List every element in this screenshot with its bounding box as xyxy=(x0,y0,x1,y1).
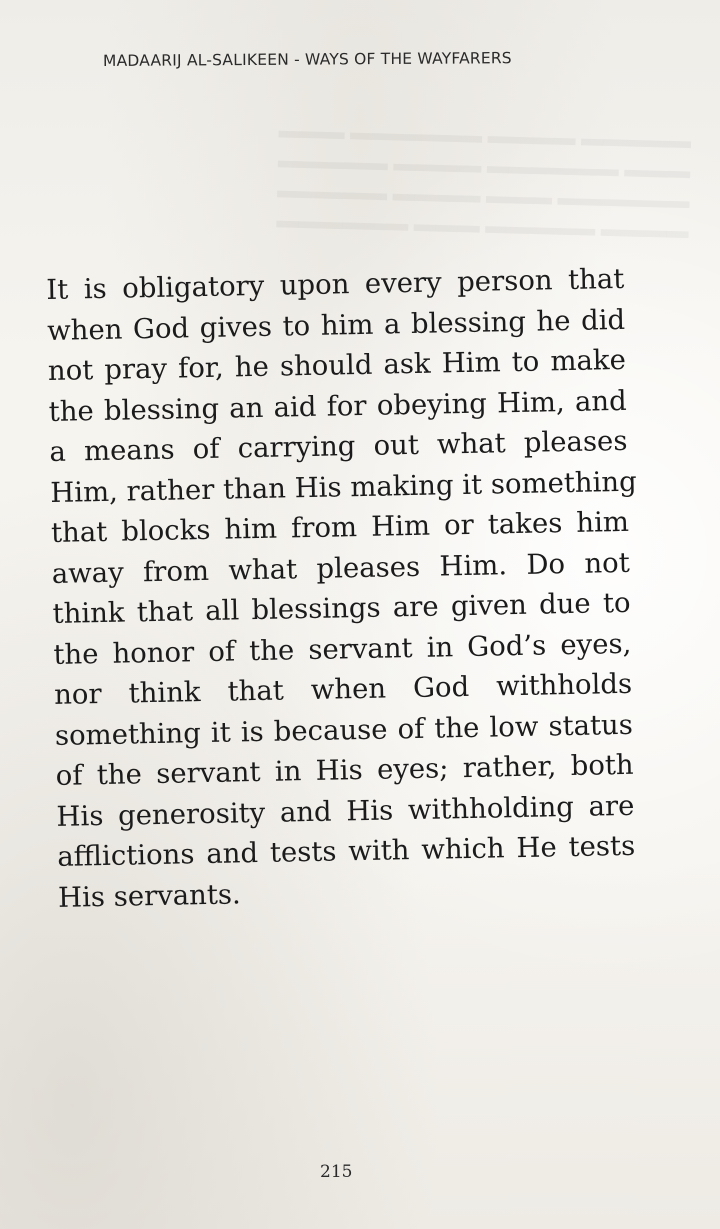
page-number: 215 xyxy=(320,1162,353,1182)
text-line: when God gives to him a blessing he did xyxy=(46,303,626,347)
running-header: MADAARIJ AL-SALIKEEN - WAYS OF THE WAYFARERS xyxy=(102,49,512,70)
text-line: afflictions and tests with which He tests xyxy=(56,829,636,873)
text-line: Him, rather than His making it something xyxy=(49,465,637,509)
text-line: think that all blessings are given due to xyxy=(52,586,631,630)
text-line: something it is because of the low status xyxy=(54,708,634,752)
text-line: a means of carrying out what pleases xyxy=(49,424,628,468)
text-line: not pray for, he should ask Him to make xyxy=(47,343,627,387)
text-line: It is obligatory upon every person that xyxy=(46,262,625,306)
text-line: the honor of the servant in God’s eyes, xyxy=(53,627,632,671)
text-line: the blessing an aid for obeying Him, and xyxy=(48,384,627,428)
body-paragraph xyxy=(46,259,636,918)
text-line: of the servant in His eyes; rather, both xyxy=(55,748,634,792)
text-line: nor think that when God withholds xyxy=(53,667,633,711)
text-line: His servants. xyxy=(57,877,242,914)
text-line: that blocks him from Him or takes him xyxy=(50,505,630,549)
bleed-through-texture: ▬▬▬▬▬ ▬▬▬▬ ▬▬▬▬▬▬ ▬▬▬ ▬▬▬ ▬▬▬▬▬▬ ▬▬▬▬ ▬▬▬▬▬ ▬▬▬▬▬▬ ▬▬▬ ▬▬▬▬ ▬▬▬▬▬ ▬▬▬▬ ▬▬▬▬▬ ▬▬▬ ▬▬▬▬▬▬ xyxy=(276,117,692,244)
text-line: away from what pleases Him. Do not xyxy=(51,546,631,590)
text-line: His generosity and His withholding are xyxy=(56,789,635,833)
